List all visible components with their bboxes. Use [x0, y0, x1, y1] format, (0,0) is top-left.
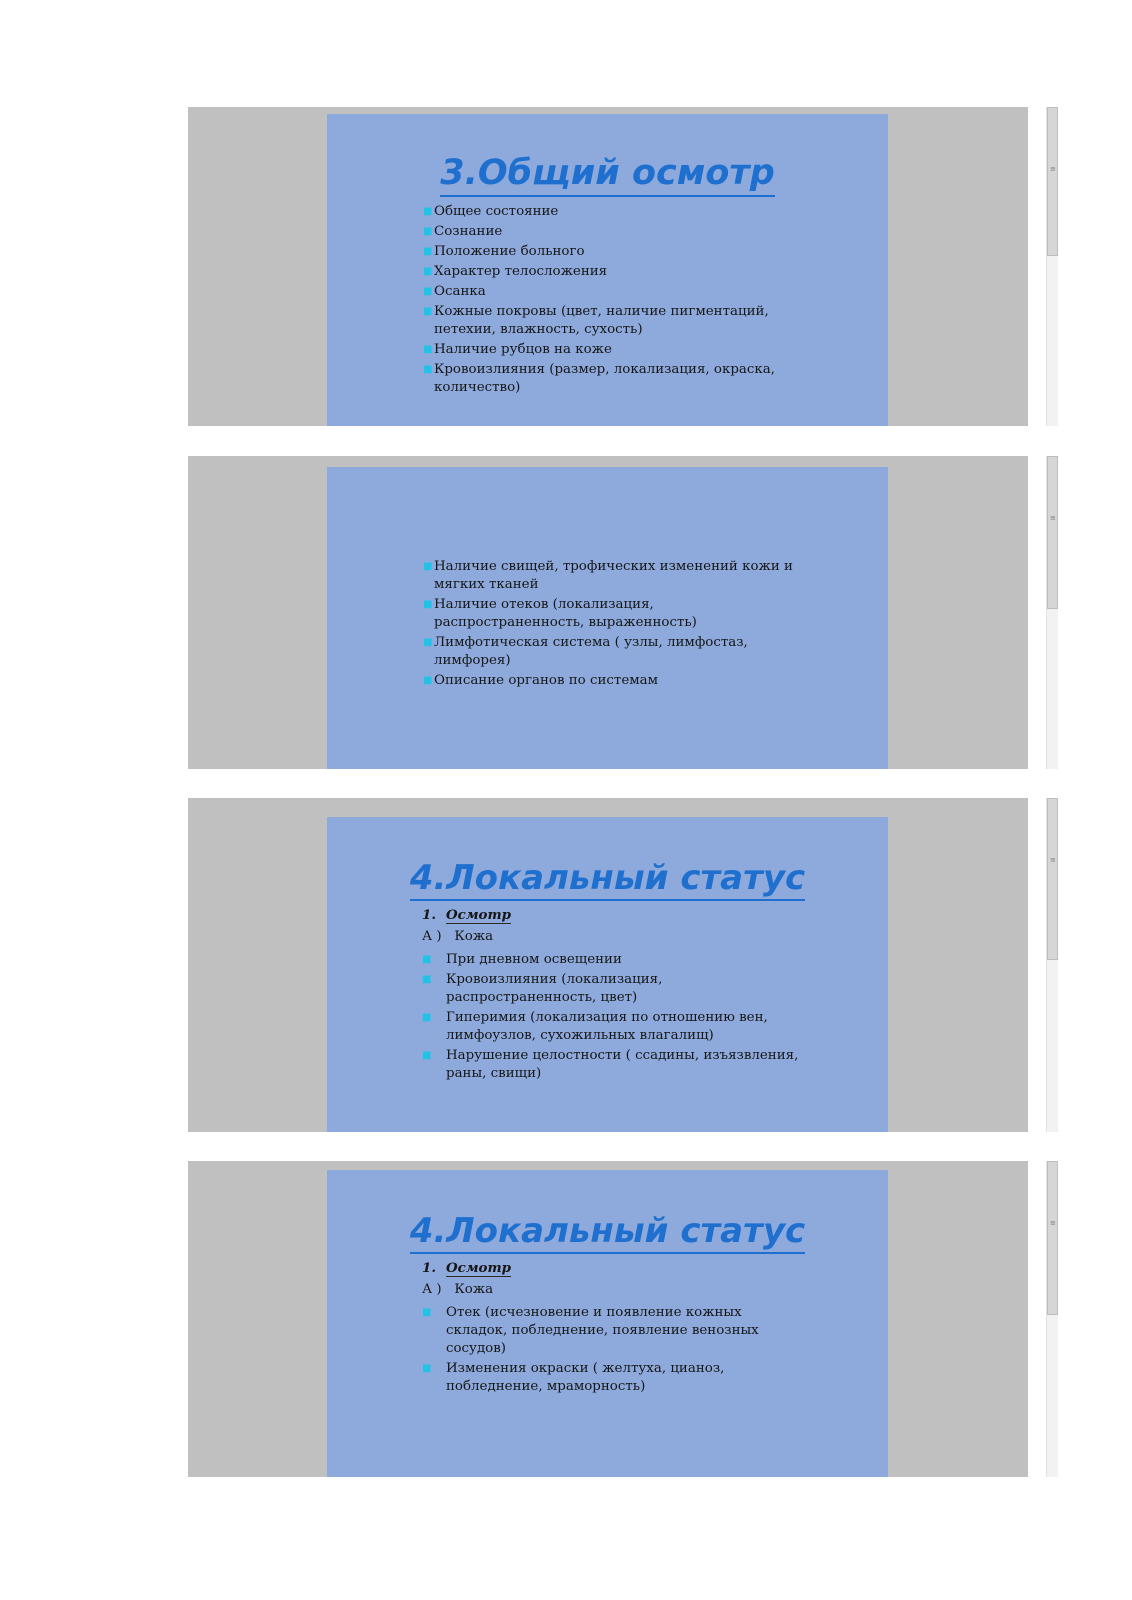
grip-icon: ≡ — [1050, 1219, 1056, 1227]
scrollbar-thumb[interactable] — [1047, 798, 1058, 960]
bullet-icon: ■ — [423, 675, 433, 686]
list-item: ■ Кровоизлияния (локализация, распространенность, цвет) — [422, 972, 663, 1005]
bullet-icon: ■ — [422, 974, 432, 985]
slide-title: 3.Общий осмотр — [327, 156, 888, 197]
slide-frame-2 — [188, 456, 1028, 769]
grip-icon: ≡ — [1050, 514, 1056, 522]
list-item: ■ Гиперимия (локализация по отношению вен, лимфоузлов, сухожильных влагалищ) — [422, 1010, 768, 1043]
subsection-heading: А ) Кожа — [422, 1282, 494, 1297]
bullet-icon: ■ — [423, 246, 433, 257]
slide-2 — [327, 467, 888, 769]
bullet-list — [423, 203, 783, 399]
bullet-list — [422, 1304, 772, 1398]
grip-icon: ≡ — [1050, 165, 1056, 173]
list-item: ■ Лимфотическая система ( узлы, лимфостаз, лимфорея) — [423, 635, 748, 668]
scrollbar-thumb[interactable] — [1047, 1161, 1058, 1315]
slide-3 — [327, 817, 888, 1132]
bullet-icon: ■ — [422, 1307, 432, 1318]
list-item: ■ Кровоизлияния (размер, локализация, окраска, количество) — [423, 362, 775, 395]
bullet-icon: ■ — [423, 206, 433, 217]
list-item: ■ Отек (исчезновение и появление кожных складок, побледнение, появление венозных сосудов) — [422, 1305, 759, 1356]
list-item: ■ Изменения окраски ( желтуха, цианоз, побледнение, мраморность) — [422, 1361, 725, 1394]
bullet-icon: ■ — [423, 599, 433, 610]
scrollbar[interactable] — [1046, 107, 1058, 426]
slide-1 — [327, 114, 888, 426]
list-item: ■ Нарушение целостности ( ссадины, изъязвления, раны, свищи) — [422, 1048, 799, 1081]
bullet-icon: ■ — [423, 561, 433, 572]
grip-icon: ≡ — [1050, 856, 1056, 864]
slide-frame-1 — [188, 107, 1028, 426]
bullet-icon: ■ — [423, 344, 433, 355]
scrollbar[interactable] — [1046, 456, 1058, 769]
scrollbar[interactable] — [1046, 798, 1058, 1132]
slide-title: 4.Локальный статус — [327, 861, 888, 901]
bullet-icon: ■ — [422, 1012, 432, 1023]
bullet-icon: ■ — [423, 226, 433, 237]
slide-frame-3 — [188, 798, 1028, 1132]
subsection-heading: А ) Кожа — [422, 929, 494, 944]
section-heading: 1. Осмотр — [422, 907, 512, 923]
scrollbar[interactable] — [1046, 1161, 1058, 1477]
bullet-icon: ■ — [422, 954, 432, 965]
slide-4 — [327, 1170, 888, 1477]
list-item: ■ При дневном освещении — [422, 952, 622, 967]
bullet-list — [423, 558, 793, 692]
bullet-icon: ■ — [423, 286, 433, 297]
bullet-icon: ■ — [423, 637, 433, 648]
list-item: ■ Кожные покровы (цвет, наличие пигментаций, петехии, влажность, сухость) — [423, 304, 769, 337]
scrollbar-thumb[interactable] — [1047, 456, 1058, 609]
list-item: ■ Наличие рубцов на коже — [423, 342, 612, 357]
list-item: ■ Осанка — [423, 284, 486, 299]
slide-title: 4.Локальный статус — [327, 1214, 888, 1254]
bullet-icon: ■ — [423, 306, 433, 317]
bullet-icon: ■ — [422, 1050, 432, 1061]
bullet-icon: ■ — [423, 266, 433, 277]
list-item: ■ Сознание — [423, 224, 503, 239]
list-item: ■ Наличие свищей, трофических изменений кожи и мягких тканей — [423, 559, 793, 592]
list-item: ■ Описание органов по системам — [423, 673, 659, 688]
list-item: ■ Наличие отеков (локализация, распространенность, выраженность) — [423, 597, 697, 630]
bullet-icon: ■ — [422, 1363, 432, 1374]
list-item: ■ Характер телосложения — [423, 264, 608, 279]
bullet-list — [422, 951, 807, 1085]
scrollbar-thumb[interactable] — [1047, 107, 1058, 256]
section-heading: 1. Осмотр — [422, 1260, 512, 1276]
bullet-icon: ■ — [423, 364, 433, 375]
slide-frame-4 — [188, 1161, 1028, 1477]
list-item: ■ Положение больного — [423, 244, 585, 259]
list-item: ■ Общее состояние — [423, 204, 559, 219]
